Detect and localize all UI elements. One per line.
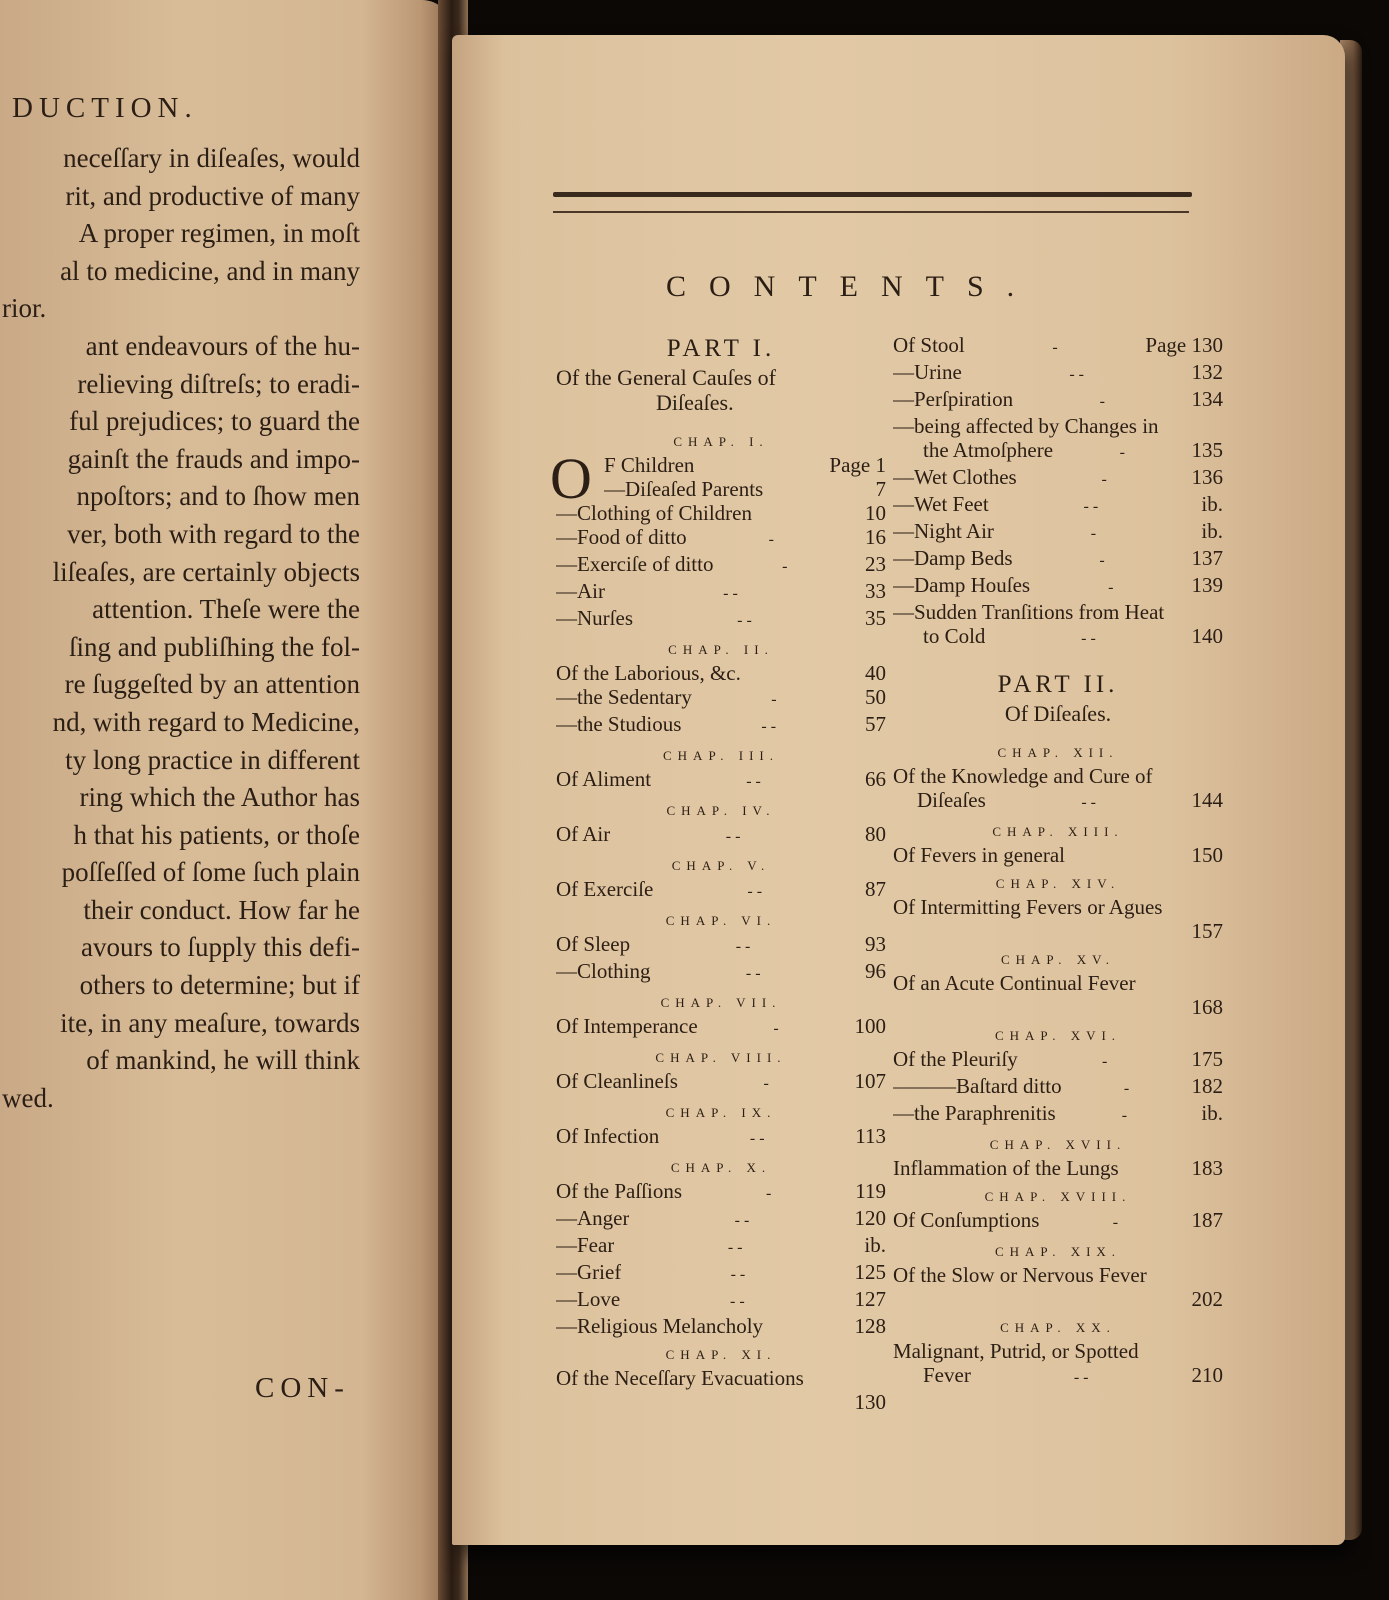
toc-entry[interactable]: —Night Air - ib. [893,519,1223,543]
part-heading: PART I. [666,335,776,362]
contents-title: CONTENTS. [666,270,1038,303]
chapter-heading: CHAP. XVI. [994,1028,1122,1043]
toc-entry[interactable]: Of Intermitting Fevers or Agues [893,895,1163,919]
toc-entry[interactable]: Of the Laborious, &c. 40 [556,661,886,685]
toc-entry[interactable]: —Religious Melancholy 128 [556,1314,886,1338]
toc-entry[interactable]: —Urine - - 132 [893,360,1223,384]
toc-entry[interactable]: —Love - - 127 [556,1287,886,1311]
contents-left-column [550,333,886,1414]
toc-entry[interactable]: Of Intemperance - 100 [556,1014,886,1038]
toc-entry[interactable]: Of the Slow or Nervous Fever [893,1263,1147,1287]
toc-entry[interactable]: —Food of ditto - 16 [556,525,886,549]
toc-entry[interactable]: the Atmoſphere - 135 [923,438,1223,462]
text-line: others to determine; but if [79,970,360,1001]
toc-entry[interactable]: —Anger - - 120 [556,1206,886,1230]
dropcap-letter: O [550,446,592,511]
chapter-heading: CHAP. X. [670,1160,772,1175]
chapter-heading: CHAP. XVIII. [984,1189,1132,1204]
header-rule [553,192,1192,197]
part-subtitle: Of Diſeaſes. [1004,701,1112,726]
toc-entry[interactable]: —the Sedentary - 50 [556,685,886,709]
toc-entry[interactable]: Diſeaſes - - 144 [917,788,1223,812]
toc-page-number: 157 [1191,919,1223,943]
text-line: rior. [2,293,47,324]
chapter-heading: CHAP. VII. [660,995,782,1010]
toc-entry[interactable]: —Exerciſe of ditto - 23 [556,552,886,576]
text-line: liſeaſes, are certainly objects [52,556,360,587]
toc-entry[interactable]: Of Aliment - - 66 [556,767,886,791]
toc-entry[interactable]: —Damp Beds - 137 [893,546,1223,570]
chapter-heading: CHAP. XV. [1000,952,1116,967]
toc-entry[interactable]: —Fear - - ib. [556,1233,886,1257]
chapter-heading: CHAP. XIX. [994,1244,1122,1259]
chapter-heading: CHAP. XVII. [989,1137,1127,1152]
dropcap-block [550,446,886,511]
toc-entry[interactable]: Fever - - 210 [923,1363,1223,1387]
text-line: ſing and publiſhing the fol- [69,631,360,662]
toc-entry[interactable]: —Wet Feet - - ib. [893,492,1223,516]
toc-entry[interactable]: Of Conſumptions - 187 [893,1208,1223,1232]
text-line: npoſtors; and to ſhow men [76,481,360,512]
text-line: ring which the Author has [79,782,360,813]
text-line: ful prejudices; to guard the [69,406,360,437]
toc-entry[interactable]: Of the Neceſſary Evacuations [556,1366,804,1390]
chapter-heading: CHAP. II. [668,642,774,657]
toc-entry[interactable]: Of Cleanlineſs - 107 [556,1069,886,1093]
text-line: ant endeavours of the hu- [85,330,360,361]
toc-entry[interactable]: Of an Acute Continual Fever [893,971,1136,995]
toc-entry[interactable]: Of Exerciſe - - 87 [556,877,886,901]
catchword: CON- [255,1372,350,1404]
chapter-heading: CHAP. IX. [665,1105,777,1120]
left-body-text [0,140,360,1117]
chapter-heading: CHAP. III. [663,748,779,763]
text-line: their conduct. How far he [83,894,360,925]
toc-entry[interactable]: —Air - - 33 [556,579,886,603]
toc-entry[interactable]: Of the Pleuriſy - 175 [893,1047,1223,1071]
toc-entry[interactable]: —Clothing - - 96 [556,959,886,983]
chapter-heading: CHAP. IV. [666,803,776,818]
chapter-heading: CHAP. V. [671,858,771,873]
text-line: re ſuggeſted by an attention [64,669,360,700]
text-line: neceſſary in diſeaſes, would [63,143,360,173]
toc-page-number: 202 [1191,1287,1223,1311]
toc-entry[interactable]: Of Fevers in general 150 [893,843,1223,867]
contents-right-column [893,333,1223,1390]
left-running-header: DUCTION. [12,92,198,124]
toc-entry[interactable]: —the Studious - - 57 [556,712,886,736]
text-line: ty long practice in different [65,744,360,775]
chapter-heading: CHAP. XX. [1000,1320,1116,1335]
chapter-heading: CHAP. XI. [665,1347,777,1362]
toc-entry[interactable]: Of the Knowledge and Cure of [893,764,1153,788]
toc-entry[interactable]: Of the Paſſions - 119 [556,1179,886,1203]
toc-entry[interactable]: Of Sleep - - 93 [556,932,886,956]
part-heading: PART II. [997,671,1119,698]
toc-entry[interactable]: —Wet Clothes - 136 [893,465,1223,489]
chapter-heading: CHAP. VI. [665,913,777,928]
toc-entry[interactable]: —Perſpiration - 134 [893,387,1223,411]
toc-entry[interactable]: F Children Page 1 [604,453,886,477]
toc-entry[interactable]: —the Paraphrenitis - ib. [893,1101,1223,1125]
toc-entry[interactable]: —Diſeaſed Parents 7 [604,477,886,501]
toc-entry[interactable]: —Nurſes - - 35 [556,606,886,630]
text-line: attention. Theſe were the [92,594,360,625]
header-rule-thin [553,211,1189,213]
left-page [0,0,452,1600]
toc-entry[interactable]: —Clothing of Children 10 [556,501,886,525]
text-line: of mankind, he will think [86,1045,360,1076]
text-line: poſſeſſed of ſome ſuch plain [61,857,360,888]
toc-entry[interactable]: —Sudden Tranſitions from Heat [893,600,1165,624]
chapter-heading: CHAP. XIV. [995,876,1121,891]
text-line: ver, both with regard to the [67,518,360,549]
toc-entry[interactable]: ———Baſtard ditto - 182 [893,1074,1223,1098]
text-line: avours to ſupply this defi- [81,932,360,963]
toc-entry[interactable]: Inflammation of the Lungs 183 [893,1156,1223,1180]
text-line: rit, and productive of many [65,180,360,211]
toc-entry[interactable]: Of Infection - - 113 [556,1124,886,1148]
chapter-heading: CHAP. XIII. [992,824,1124,839]
toc-entry[interactable]: —Grief - - 125 [556,1260,886,1284]
text-line: A proper regimen, in moſt [78,218,360,249]
chapter-heading: CHAP. XII. [997,745,1119,760]
toc-entry[interactable]: —being affected by Changes in [893,414,1159,438]
toc-entry[interactable]: to Cold - - 140 [923,624,1223,648]
toc-page-number: 130 [854,1390,886,1414]
toc-entry[interactable]: Of Stool - Page 130 [893,333,1223,357]
toc-entry[interactable]: —Damp Houſes - 139 [893,573,1223,597]
text-line: wed. [2,1082,54,1113]
text-line: gainſt the frauds and impo- [67,443,360,474]
toc-entry[interactable]: Of Air - - 80 [556,822,886,846]
part-subtitle: Of the General Cauſes of [556,365,776,390]
chapter-heading: CHAP. I. [673,434,769,449]
text-line: al to medicine, and in many [60,255,360,286]
chapter-heading: CHAP. VIII. [655,1050,787,1065]
text-line: ite, in any meaſure, towards [60,1007,360,1038]
toc-entry[interactable]: Malignant, Putrid, or Spotted [893,1339,1139,1363]
text-line: nd, with regard to Medicine, [52,706,360,737]
part-subtitle: Diſeaſes. [656,390,734,415]
text-line: relieving diſtreſs; to eradi- [77,368,360,399]
toc-page-number: 168 [1191,995,1223,1019]
text-line: h that his patients, or thoſe [73,819,360,850]
